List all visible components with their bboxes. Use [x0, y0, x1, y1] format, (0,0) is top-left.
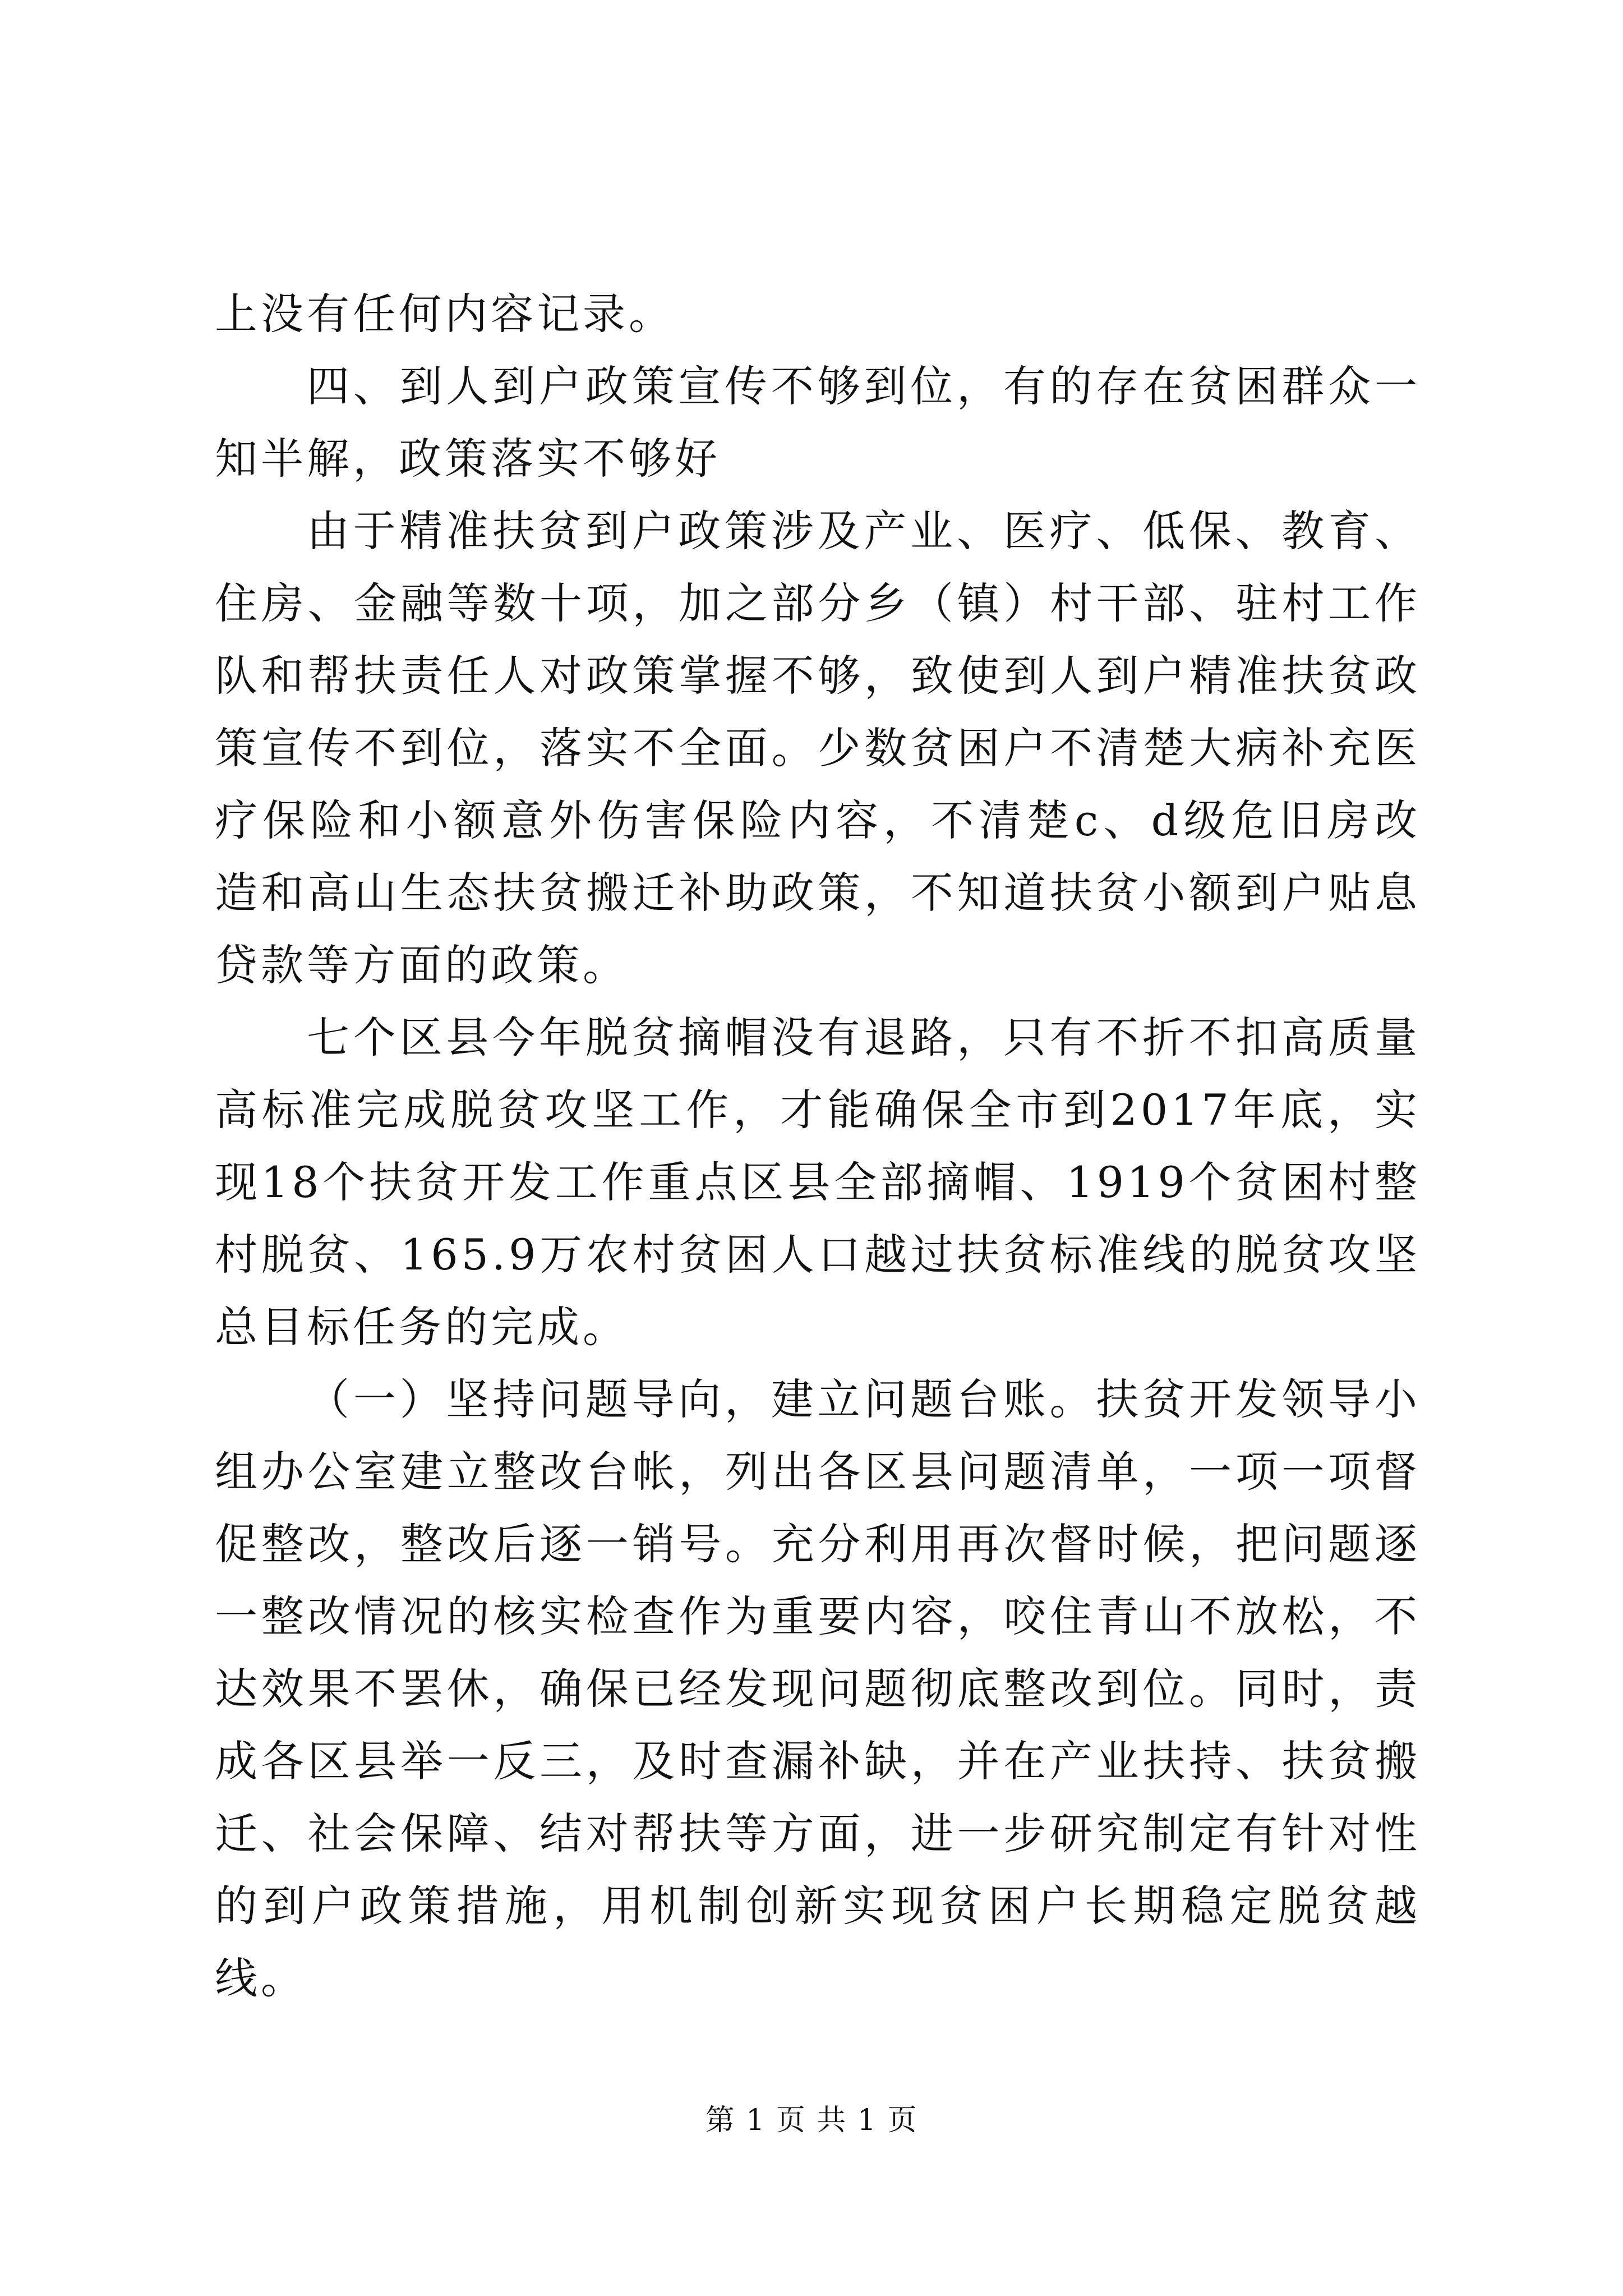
paragraph-policy-explanation: 由于精准扶贫到户政策涉及产业、医疗、低保、教育、住房、金融等数十项，加之部分乡（镇）村干部、驻村工作队和帮扶责任人对政策掌握不够，致使到人到户精准扶贫政策宣传不到位，落实不全面。少数贫困户不清楚大病补充医疗保险和小额意外伤害保险内容，不清楚c、d级危旧房改造和高山生态扶贫搬迁补助政策，不知道扶贫小额到户贴息贷款等方面的政策。: [215, 506, 1421, 990]
paragraph-poverty-goal: 七个区县今年脱贫摘帽没有退路，只有不折不扣高质量高标准完成脱贫攻坚工作，才能确保全市到2017年底，实现18个扶贫开发工作重点区县全部摘帽、1919个贫困村整村脱贫、165.9万农村贫困人口越过扶贫标准线的脱贫攻坚总目标任务的完成。: [215, 1013, 1421, 1352]
page-number-footer: 第 1 页 共 1 页: [705, 2104, 918, 2137]
paragraph-continuation: 上没有任何内容记录。: [215, 289, 675, 339]
document-body: [215, 278, 1421, 2014]
section-heading-4: 四、到人到户政策宣传不够到位，有的存在贫困群众一知半解，政策落实不够好: [215, 361, 1421, 484]
paragraph-measure-1: （一）坚持问题导向，建立问题台账。扶贫开发领导小组办公室建立整改台帐，列出各区县问题清单，一项一项督促整改，整改后逐一销号。充分利用再次督时候，把问题逐一整改情况的核实检查作为重要内容，咬住青山不放松，不达效果不罢休，确保已经发现问题彻底整改到位。同时，责成各区县举一反三，及时查漏补缺，并在产业扶持、扶贫搬迁、社会保障、结对帮扶等方面，进一步研究制定有针对性的到户政策措施，用机制创新实现贫困户长期稳定脱贫越线。: [215, 1374, 1421, 2003]
